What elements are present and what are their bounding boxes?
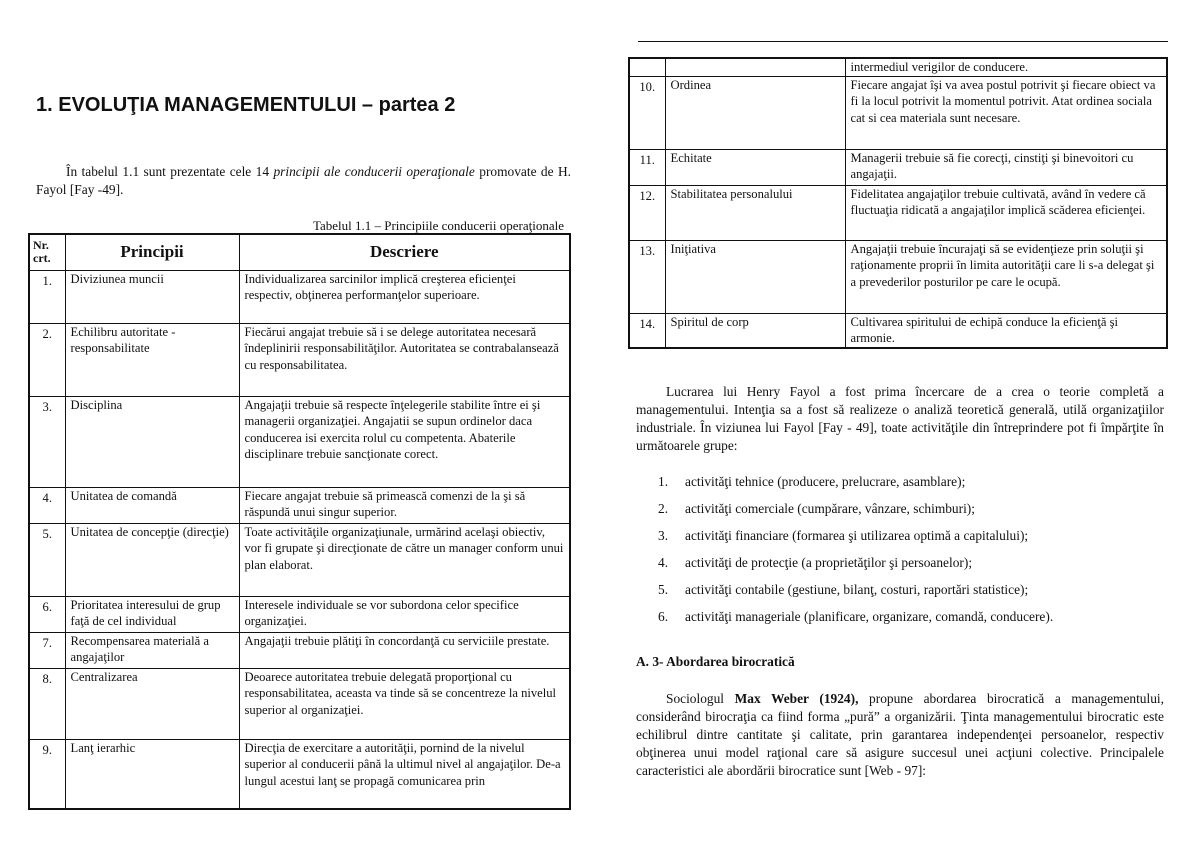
list-text: activităţi comerciale (cumpărare, vânzare, schimburi);	[685, 501, 975, 516]
row-nr: 10.	[629, 76, 665, 149]
table-row	[29, 396, 570, 487]
list-item	[636, 554, 1156, 581]
row-nr: 13.	[629, 240, 665, 313]
table-row	[29, 323, 570, 396]
row-principiu: Echilibru autoritate - responsabilitate	[65, 323, 239, 396]
table-row	[29, 270, 570, 323]
list-text: activităţi financiare (formarea şi utilizarea optimă a capitalului);	[685, 528, 1029, 543]
fayol-text: Lucrarea lui Henry Fayol a fost prima încercare de a crea o teorie completă a managementului. Intenţia sa a fost să realizeze o analiză teoretică generală, utilă organizaţiilor industriale. În viziunea lui Fayol [Fay - 49], toate activităţile din întreprindere pot fi împărţite în următoarele grupe:	[636, 384, 1164, 453]
section-heading: A. 3- Abordarea birocratică	[636, 654, 795, 669]
row-nr: 4.	[29, 487, 65, 523]
row-nr: 3.	[29, 396, 65, 487]
table-row	[629, 149, 1167, 185]
row-principiu: Centralizarea	[65, 668, 239, 739]
table-row	[629, 185, 1167, 240]
intro-text-2: promovate de H. Fayol [Fay -49].	[36, 164, 571, 197]
intro-text-1: În tabelul 1.1 sunt prezentate cele 14	[66, 164, 274, 179]
right-page	[628, 0, 1168, 849]
row-nr: 2.	[29, 323, 65, 396]
page-title: 1. EVOLUŢIA MANAGEMENTULUI – partea 2	[36, 94, 456, 116]
table-row	[629, 313, 1167, 348]
row-principiu: Echitate	[665, 149, 845, 185]
table-row	[629, 58, 1167, 76]
table-row	[29, 487, 570, 523]
row-descriere: Angajaţii trebuie încurajaţi să se evidenţieze prin soluţii şi raţionamente proprii în limita autorităţii care li s-a delegat şi a prevederilor posturilor pe care le ocupă.	[845, 240, 1167, 313]
row-descriere: Fiecare angajat îşi va avea postul potrivit şi fiecare obiect va fi la locul potrivit la momentul potrivit. Atat ordinea sociala cat si cea materiala sunt necesare.	[845, 76, 1167, 149]
list-number: 2.	[658, 501, 669, 516]
row-principiu: Recompensarea materială a angajaţilor	[65, 632, 239, 668]
list-number: 4.	[658, 555, 669, 570]
list-text: activităţi manageriale (planificare, organizare, comandă, conducere).	[685, 609, 1054, 624]
table-row	[29, 523, 570, 596]
row-principiu: Ordinea	[665, 76, 845, 149]
table-row	[29, 739, 570, 809]
row-nr: 9.	[29, 739, 65, 809]
row-principiu: Diviziunea muncii	[65, 270, 239, 323]
list-item	[636, 527, 1156, 554]
weber-text-1: Sociologul	[666, 691, 735, 706]
list-text: activităţi de protecţie (a proprietăţilor şi persoanelor);	[685, 555, 973, 570]
row-descriere: Toate activităţile organizaţiunale, urmărind acelaşi obiectiv, vor fi grupate şi direcţionate de către un manager conform unui plan elaborat.	[239, 523, 570, 596]
row-principiu	[665, 58, 845, 76]
row-descriere: Managerii trebuie să fie corecţi, cinstiţi şi binevoitori cu angajaţii.	[845, 149, 1167, 185]
header-principii: Principii	[65, 234, 239, 270]
row-principiu: Iniţiativa	[665, 240, 845, 313]
list-text: activităţi contabile (gestiune, bilanţ, costuri, raportări statistice);	[685, 582, 1029, 597]
row-nr: 7.	[29, 632, 65, 668]
activities-list	[636, 473, 1156, 635]
table-row	[29, 596, 570, 632]
row-nr: 5.	[29, 523, 65, 596]
row-nr	[629, 58, 665, 76]
header-nr: Nr. crt.	[29, 234, 65, 270]
row-descriere: Fiecărui angajat trebuie să i se delege autoritatea necesară îndeplinirii responsabilităţilor. Autoritatea se contrabalansează cu responsabilitatea.	[239, 323, 570, 396]
list-number: 5.	[658, 582, 669, 597]
principles-table	[28, 233, 571, 810]
table-row	[629, 240, 1167, 313]
row-descriere: Cultivarea spiritului de echipă conduce la eficienţă şi armonie.	[845, 313, 1167, 348]
row-descriere: Angajaţii trebuie să respecte înţelegerile stabilite între ei şi managerii organizaţiei. Angajatii se supun ordinelor daca conducerea isi exercita rolul cu competenta. Abaterile disciplinare trebuie sancţionate corect.	[239, 396, 570, 487]
weber-paragraph	[636, 690, 1164, 780]
row-principiu: Spiritul de corp	[665, 313, 845, 348]
row-principiu: Stabilitatea personalului	[665, 185, 845, 240]
table-row	[29, 668, 570, 739]
table-caption: Tabelul 1.1 – Principiile conducerii operaţionale	[312, 218, 564, 233]
row-descriere: Individualizarea sarcinilor implică creşterea eficienţei respectiv, obţinerea performanţelor superioare.	[239, 270, 570, 323]
weber-text-2: propune abordarea birocratică a managementului, considerând birocraţia ca fiind forma „pură” a organizării. Ţinta managementului birocratic este echilibrul dintre cantitate şi calitate, prin garantarea independenţei persoanelor, respectiv obţinerea unui model raţional care să asigure succesul unei acţiuni colective. Principalele caracteristici ale abordării birocratice sunt [Web - 97]:	[636, 691, 1164, 778]
principles-table-continued	[628, 57, 1168, 349]
row-principiu: Lanţ ierarhic	[65, 739, 239, 809]
row-principiu: Prioritatea interesului de grup faţă de cel individual	[65, 596, 239, 632]
intro-paragraph	[36, 163, 571, 199]
header-descriere: Descriere	[239, 234, 570, 270]
list-item	[636, 500, 1156, 527]
row-descriere: Deoarece autoritatea trebuie delegată proporţional cu responsabilitatea, aceasta va tinde să se concentreze la nivelul superior al organizaţiei.	[239, 668, 570, 739]
list-number: 6.	[658, 609, 669, 624]
list-number: 1.	[658, 474, 669, 489]
row-descriere: Direcţia de exercitare a autorităţii, pornind de la nivelul superior al conducerii până la ultimul nivel al angajaţilor. De-a lungul acestui lanţ se propagă comunicarea prin	[239, 739, 570, 809]
row-nr: 6.	[29, 596, 65, 632]
row-principiu: Unitatea de comandă	[65, 487, 239, 523]
row-nr: 11.	[629, 149, 665, 185]
row-descriere: Fidelitatea angajaţilor trebuie cultivată, având în vedere că fluctuaţia ridicată a angajaţilor implică scăderea eficienţei.	[845, 185, 1167, 240]
row-nr: 14.	[629, 313, 665, 348]
list-item	[636, 608, 1156, 635]
list-item	[636, 473, 1156, 500]
weber-bold: Max Weber (1924),	[734, 691, 859, 706]
header-rule	[638, 41, 1168, 42]
table-row	[629, 76, 1167, 149]
list-number: 3.	[658, 528, 669, 543]
row-descriere: intermediul verigilor de conducere.	[845, 58, 1167, 76]
fayol-paragraph	[636, 383, 1164, 455]
list-item	[636, 581, 1156, 608]
row-descriere: Angajaţii trebuie plătiţi în concordanţă cu serviciile prestate.	[239, 632, 570, 668]
left-page	[28, 0, 570, 849]
row-nr: 12.	[629, 185, 665, 240]
list-text: activităţi tehnice (producere, prelucrare, asamblare);	[685, 474, 966, 489]
row-descriere: Fiecare angajat trebuie să primească comenzi de la şi să răspundă unui singur superior.	[239, 487, 570, 523]
row-nr: 8.	[29, 668, 65, 739]
row-descriere: Interesele individuale se vor subordona celor specifice organizaţiei.	[239, 596, 570, 632]
row-principiu: Unitatea de concepţie (direcţie)	[65, 523, 239, 596]
table-row	[29, 632, 570, 668]
intro-italic: principii ale conducerii operaţionale	[273, 164, 475, 179]
row-principiu: Disciplina	[65, 396, 239, 487]
row-nr: 1.	[29, 270, 65, 323]
